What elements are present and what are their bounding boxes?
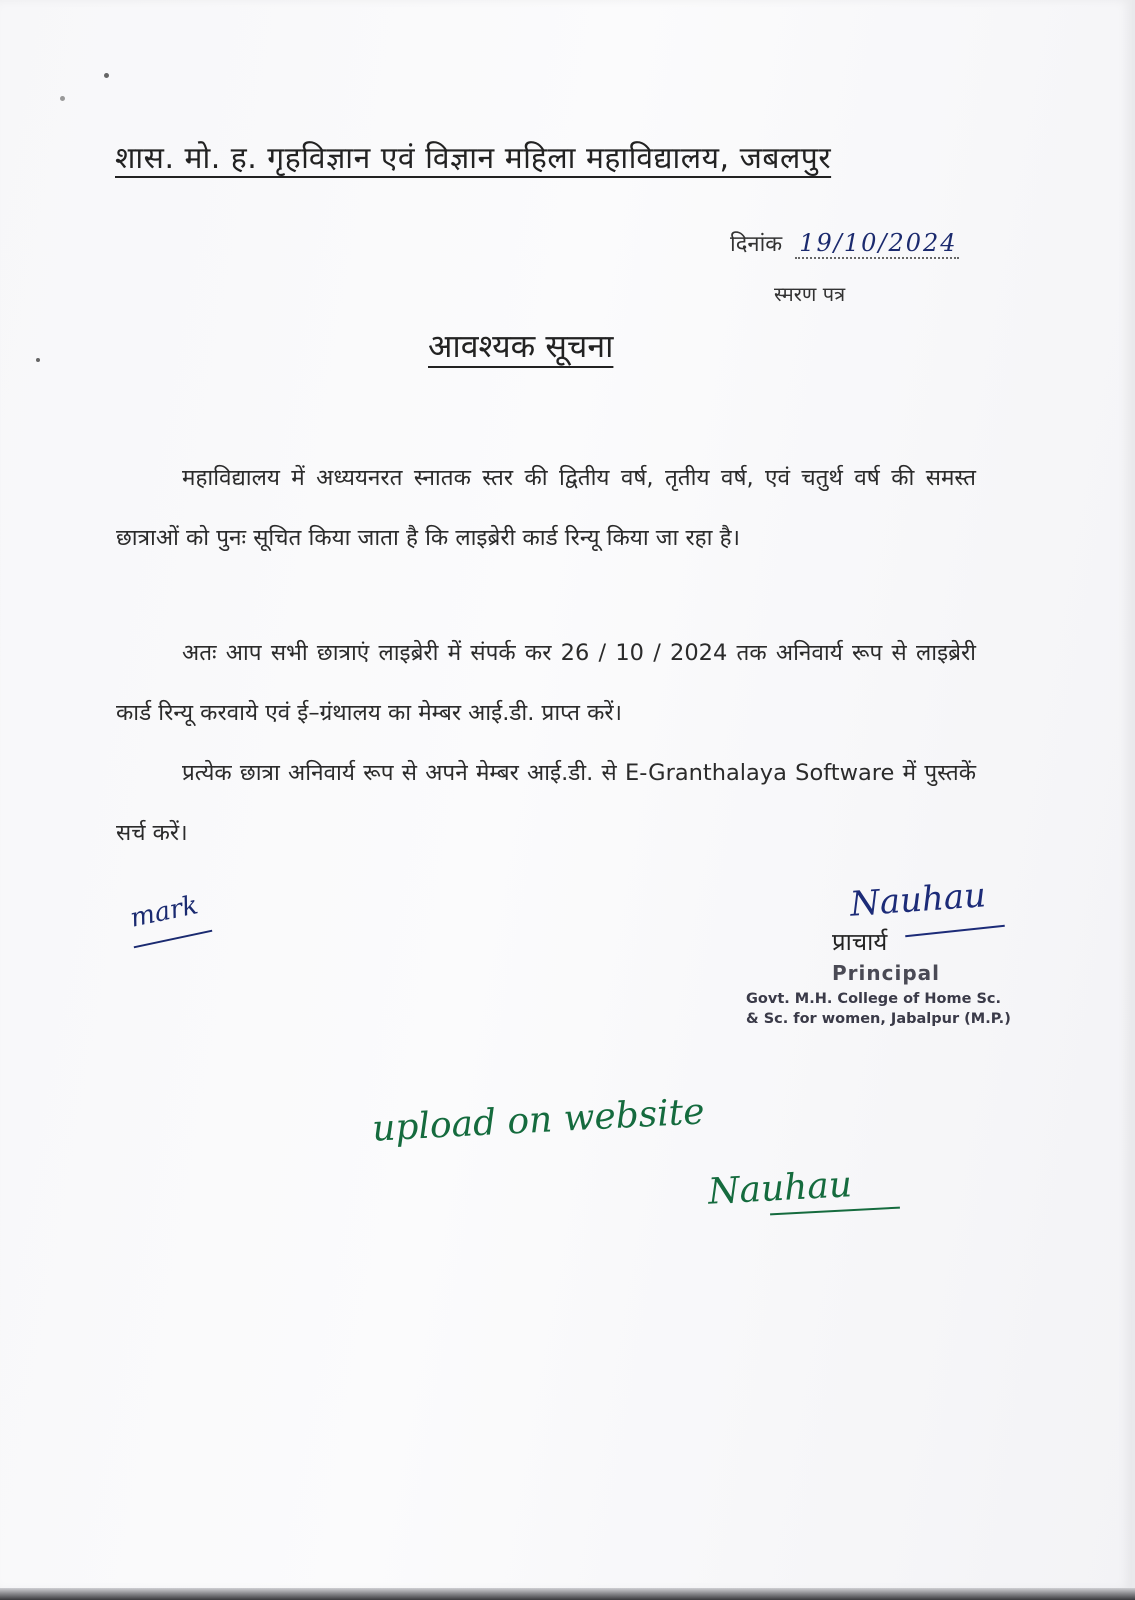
principal-signature: Nauhau: [848, 875, 988, 925]
signature-stroke: [905, 925, 1005, 937]
seal-college-line: Govt. M.H. College of Home Sc.: [746, 991, 1002, 1007]
seal-hindi-title: प्राचार्य: [832, 928, 888, 956]
paper-speck: [104, 73, 109, 78]
paper-speck: [60, 96, 65, 101]
reminder-label: स्मरण पत्र: [774, 282, 846, 306]
paper-speck: [36, 358, 40, 362]
page-bottom-shadow: [0, 1588, 1135, 1600]
date-value: 19/10/2024: [795, 229, 959, 259]
college-name: शास. मो. ह. गृहविज्ञान एवं विज्ञान महिला महाविद्यालय, जबलपुर: [115, 141, 832, 176]
handwritten-initial: mark: [127, 890, 201, 934]
notice-paragraph-1: महाविद्यालय में अध्ययनरत स्नातक स्तर की द्वितीय वर्ष, तृतीय वर्ष, एवं चतुर्थ वर्ष की समस्त छात्राओं को पुनः सूचित किया जाता है कि लाइब्रेरी कार्ड रिन्यू किया जा रहा है।: [116, 464, 976, 551]
handwritten-upload-note: upload on website: [371, 1091, 706, 1150]
date-label: दिनांक: [730, 232, 783, 257]
date-row: [730, 228, 990, 259]
initial-underline: [134, 930, 213, 949]
handwritten-green-signature: Nauhau: [707, 1164, 853, 1213]
seal-location-line: & Sc. for women, Jabalpur (M.P.): [746, 1011, 1011, 1027]
notice-paragraph-2: अतः आप सभी छात्राएं लाइब्रेरी में संपर्क कर 26 / 10 / 2024 तक अनिवार्य रूप से लाइब्रेरी कार्ड रिन्यू करवाये एवं ई–ग्रंथालय का मेम्बर आई.डी. प्राप्त करें।: [116, 639, 976, 726]
notice-heading: आवश्यक सूचना: [428, 327, 614, 365]
notice-paragraph-3: प्रत्येक छात्रा अनिवार्य रूप से अपने मेम्बर आई.डी. से E-Granthalaya Software में पुस्तकें सर्च करें।: [116, 759, 976, 846]
seal-title: Principal: [832, 961, 940, 985]
